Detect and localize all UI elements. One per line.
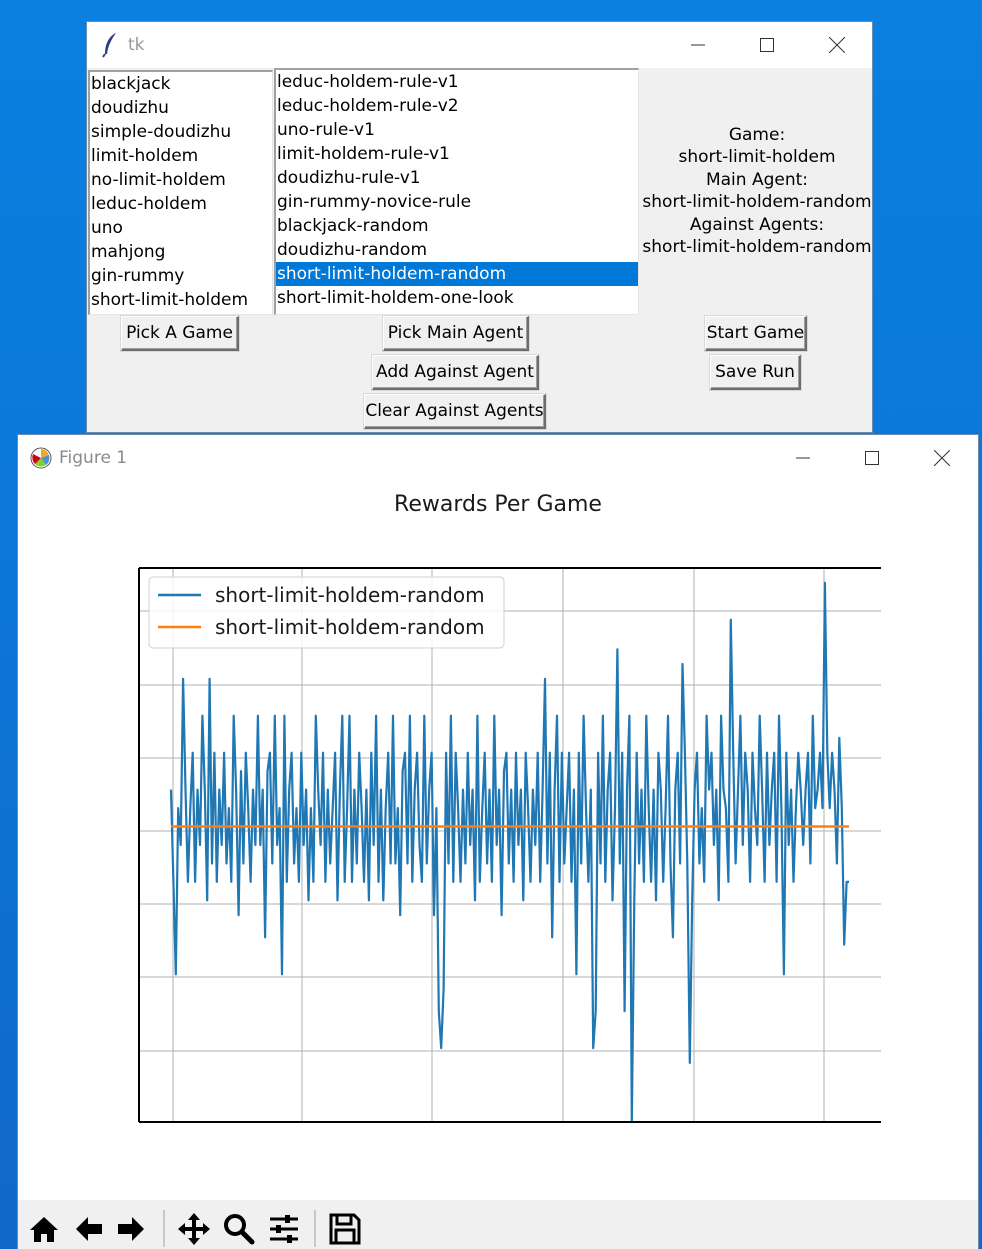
pick-main-agent-button[interactable]: Pick Main Agent xyxy=(383,316,529,351)
game-value: short-limit-holdem xyxy=(678,147,836,167)
toolbar-separator xyxy=(163,1210,165,1247)
matplotlib-toolbar xyxy=(18,1200,978,1249)
zoom-button[interactable] xyxy=(219,1208,259,1249)
configure-subplots-icon xyxy=(267,1212,301,1246)
pan-icon xyxy=(177,1212,211,1246)
agent-list-item[interactable]: leduc-holdem-rule-v1 xyxy=(277,72,459,92)
home-icon xyxy=(28,1213,60,1245)
main-agent-value: short-limit-holdem-random xyxy=(642,192,872,212)
agent-list-item[interactable]: doudizhu-random xyxy=(277,240,428,260)
save-icon xyxy=(328,1212,362,1246)
game-list-item[interactable]: no-limit-holdem xyxy=(91,170,226,190)
game-list-item[interactable]: mahjong xyxy=(91,242,166,262)
home-button[interactable] xyxy=(24,1208,64,1249)
tk-titlebar[interactable] xyxy=(87,22,872,68)
add-against-agent-button[interactable]: Add Against Agent xyxy=(372,355,539,390)
save-run-button[interactable]: Save Run xyxy=(710,355,801,390)
feather-icon xyxy=(101,32,121,58)
agent-list-item[interactable]: uno-rule-v1 xyxy=(277,120,375,140)
game-list-item[interactable]: doudizhu xyxy=(91,98,169,118)
game-list-item[interactable]: simple-doudizhu xyxy=(91,122,232,142)
agent-list-item[interactable]: short-limit-holdem-random xyxy=(276,262,638,286)
legend-label: short-limit-holdem-random xyxy=(215,615,485,639)
back-arrow-icon xyxy=(73,1213,105,1245)
forward-button[interactable] xyxy=(111,1208,151,1249)
figure-title: Figure 1 xyxy=(59,448,128,468)
agent-list-item[interactable]: gin-rummy-novice-rule xyxy=(277,192,472,212)
agent-list-item[interactable]: leduc-holdem-rule-v2 xyxy=(277,96,459,116)
close-button[interactable] xyxy=(814,22,860,68)
pan-button[interactable] xyxy=(174,1208,214,1249)
agents-listbox[interactable] xyxy=(274,68,639,315)
chart-canvas[interactable] xyxy=(18,435,978,1200)
game-list-item[interactable]: limit-holdem xyxy=(91,146,199,166)
save-figure-button[interactable] xyxy=(325,1208,365,1249)
game-list-item[interactable]: blackjack xyxy=(91,74,171,94)
close-icon xyxy=(829,37,845,53)
games-listbox[interactable] xyxy=(88,70,273,315)
toolbar-separator xyxy=(314,1210,316,1247)
game-list-item[interactable]: uno xyxy=(91,218,123,238)
figure-window xyxy=(18,435,978,1249)
legend-label: short-limit-holdem-random xyxy=(215,583,485,607)
chart-title: Rewards Per Game xyxy=(394,492,602,517)
game-label: Game: xyxy=(728,125,786,145)
tk-window xyxy=(87,22,872,432)
window-title: tk xyxy=(128,35,145,55)
game-list-item[interactable]: gin-rummy xyxy=(91,266,185,286)
against-agents-label: Against Agents: xyxy=(689,215,825,235)
forward-arrow-icon xyxy=(115,1213,147,1245)
main-agent-label: Main Agent: xyxy=(705,170,809,190)
zoom-icon xyxy=(222,1212,256,1246)
clear-against-agents-button[interactable]: Clear Against Agents xyxy=(364,394,546,429)
minimize-icon xyxy=(691,38,705,52)
configure-subplots-button[interactable] xyxy=(264,1208,304,1249)
against-agents-value: short-limit-holdem-random xyxy=(642,237,872,257)
agent-list-item[interactable]: doudizhu-rule-v1 xyxy=(277,168,421,188)
maximize-button[interactable] xyxy=(744,22,790,68)
back-button[interactable] xyxy=(69,1208,109,1249)
agent-list-item[interactable]: short-limit-holdem-one-look xyxy=(277,288,514,308)
minimize-button[interactable] xyxy=(675,22,721,68)
agent-list-item[interactable]: limit-holdem-rule-v1 xyxy=(277,144,450,164)
start-game-button[interactable]: Start Game xyxy=(705,316,807,351)
game-list-item[interactable]: short-limit-holdem xyxy=(91,290,249,310)
maximize-icon xyxy=(760,38,774,52)
agent-list-item[interactable]: blackjack-random xyxy=(277,216,429,236)
pick-game-button[interactable]: Pick A Game xyxy=(121,316,239,351)
game-list-item[interactable]: leduc-holdem xyxy=(91,194,207,214)
